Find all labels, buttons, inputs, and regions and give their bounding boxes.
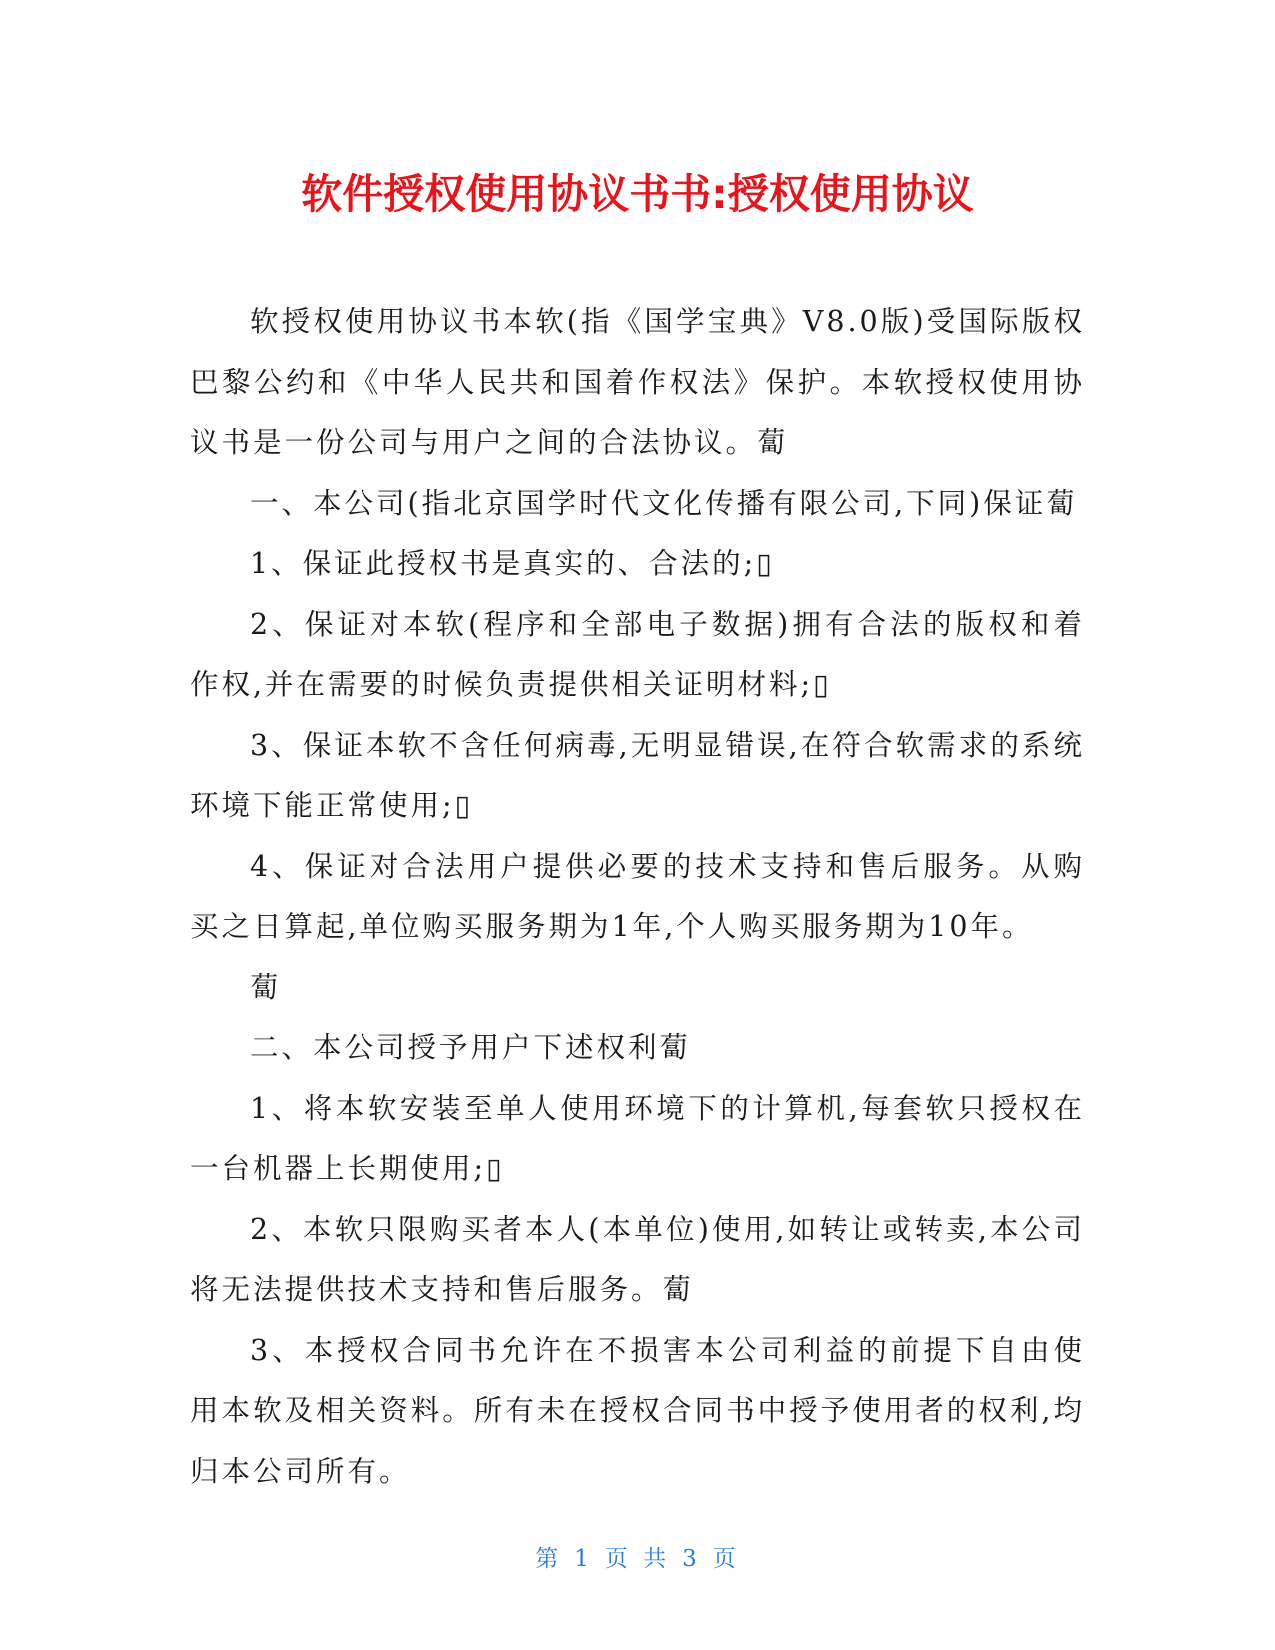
paragraph-text: 1、将本软安装至单人使用环境下的计算机,每套软只授权在一台机器上长期使用; — [190, 1091, 1085, 1185]
paragraph-item-1-1 — [190, 534, 1085, 595]
paragraph-item-2-3 — [190, 1321, 1085, 1503]
paragraph-text: 1、保证此授权书是真实的、合法的; — [250, 547, 757, 580]
paragraph-text: 2、本软只限购买者本人(本单位)使用,如转让或转卖,本公司将无法提供技术支持和售后服务。蔔 — [190, 1212, 1085, 1306]
paragraph-text: 4、保证对合法用户提供必要的技术支持和售后服务。从购买之日算起,单位购买服务期为1年,个人购买服务期为10年。 — [190, 849, 1085, 943]
paragraph-text: 3、本授权合同书允许在不损害本公司利益的前提下自由使用本软及相关资料。所有未在授权合同书中授予使用者的权利,均归本公司所有。 — [190, 1333, 1085, 1488]
paragraph-item-1-2 — [190, 595, 1085, 716]
paragraph-text: 蔔 — [250, 970, 282, 1004]
paragraph-item-2-1 — [190, 1079, 1085, 1200]
paragraph-text: 软授权使用协议书本软(指《国学宝典》V8.0版)受国际版权巴黎公约和《中华人民共和国着作权法》保护。本软授权使用协议书是一份公司与用户之间的合法协议。蔔 — [190, 305, 1085, 459]
page-total-number: 3 — [682, 1546, 701, 1572]
paragraph-item-2-2 — [190, 1200, 1085, 1321]
page-footer — [0, 1544, 1275, 1574]
page-label-middle: 页 共 — [604, 1546, 671, 1572]
paragraph-spacer — [190, 958, 1085, 1019]
paragraph-text: 二、本公司授予用户下述权利蔔 — [250, 1031, 692, 1064]
document-title: 软件授权使用协议书书:授权使用协议 — [301, 170, 974, 218]
paragraph-intro — [190, 292, 1085, 474]
document-body — [190, 292, 1085, 1502]
paragraph-text: 3、保证本软不含任何病毒,无明显错误,在符合软需求的系统环境下能正常使用; — [190, 728, 1085, 822]
missing-glyph-icon: ▯ — [454, 789, 474, 822]
paragraph-section-2-heading — [190, 1018, 1085, 1079]
paragraph-item-1-3 — [190, 716, 1085, 837]
missing-glyph-icon: ▯ — [813, 668, 832, 701]
paragraph-section-1-heading — [190, 474, 1085, 535]
missing-glyph-icon: ▯ — [756, 547, 775, 580]
page-label-prefix: 第 — [535, 1546, 563, 1572]
paragraph-text: 2、保证对本软(程序和全部电子数据)拥有合法的版权和着作权,并在需要的时候负责提供相关证明材料; — [190, 607, 1085, 701]
paragraph-item-1-4 — [190, 837, 1085, 958]
page-label-suffix: 页 — [712, 1546, 740, 1572]
page-current-number: 1 — [574, 1546, 593, 1572]
missing-glyph-icon: ▯ — [486, 1152, 505, 1185]
paragraph-text: 一、本公司(指北京国学时代文化传播有限公司,下同)保证蔔 — [250, 486, 1078, 520]
